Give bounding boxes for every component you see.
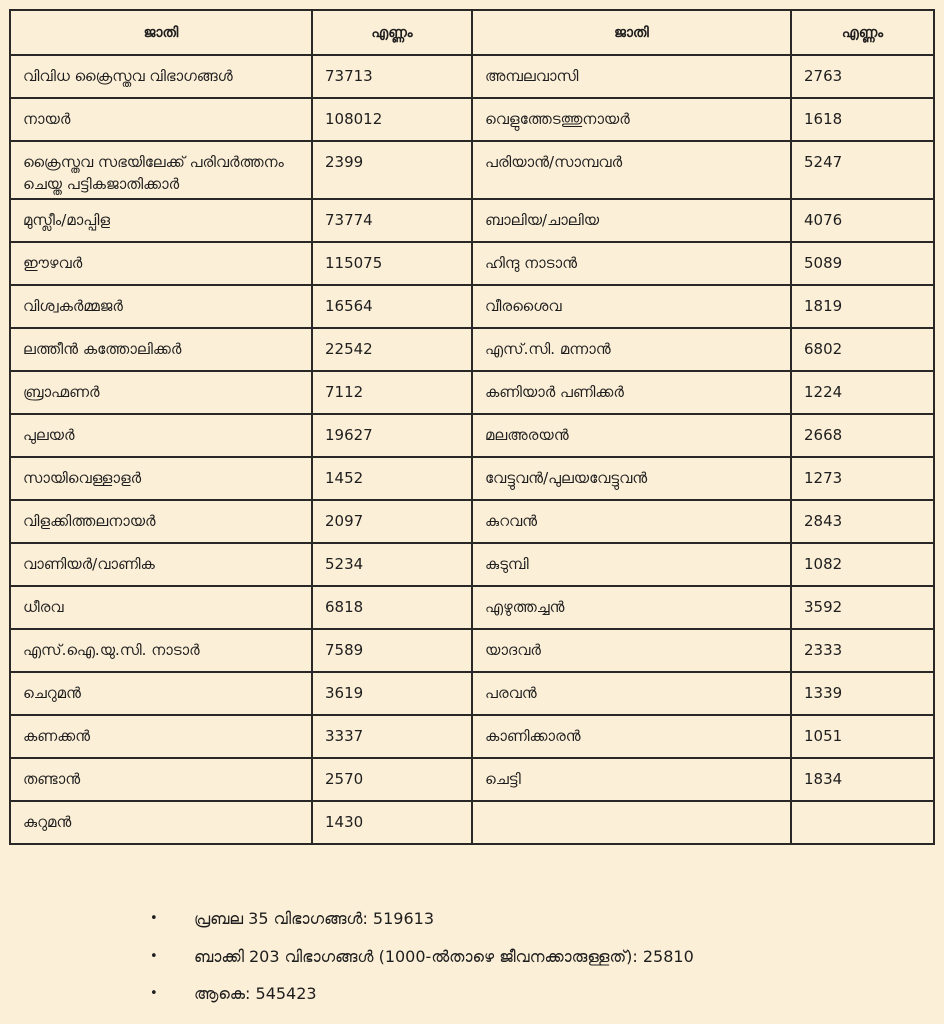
caste-name-cell: കണക്കൻ (10, 715, 312, 758)
caste-name-cell: ഹിന്ദു നാടാൻ (472, 242, 791, 285)
count-cell: 115075 (312, 242, 472, 285)
table-row (10, 328, 934, 371)
count-cell: 7112 (312, 371, 472, 414)
summary-list (150, 908, 694, 1021)
table-row (10, 672, 934, 715)
count-cell: 5234 (312, 543, 472, 586)
count-cell: 6802 (791, 328, 934, 371)
table-header-row (10, 10, 934, 55)
count-cell: 108012 (312, 98, 472, 141)
caste-name-cell: അമ്പലവാസി (472, 55, 791, 98)
caste-name-cell: തണ്ടാൻ (10, 758, 312, 801)
caste-name-cell: ബാലിയ/ചാലിയ (472, 199, 791, 242)
bullet-icon: • (150, 986, 158, 1001)
caste-name-cell: ധീരവ (10, 586, 312, 629)
table-row (10, 242, 934, 285)
count-cell: 1273 (791, 457, 934, 500)
header-count-left: എണ്ണം (312, 10, 472, 55)
caste-name-cell: ചെറുമൻ (10, 672, 312, 715)
header-caste-right: ജാതി (472, 10, 791, 55)
caste-name-cell: സായിവെള്ളാളർ (10, 457, 312, 500)
count-cell: 2570 (312, 758, 472, 801)
caste-name-cell: വിളക്കിത്തലനായർ (10, 500, 312, 543)
summary-item (150, 908, 694, 946)
caste-name-cell: പരവൻ (472, 672, 791, 715)
table-row (10, 371, 934, 414)
table-row (10, 285, 934, 328)
count-cell: 73774 (312, 199, 472, 242)
count-cell: 5247 (791, 141, 934, 199)
table-row (10, 758, 934, 801)
caste-name-cell: കാണിക്കാരൻ (472, 715, 791, 758)
count-cell: 1339 (791, 672, 934, 715)
caste-name-cell: എസ്.സി. മന്നാൻ (472, 328, 791, 371)
summary-item (150, 946, 694, 984)
caste-name-cell: ചെട്ടി (472, 758, 791, 801)
table-row (10, 543, 934, 586)
bullet-icon: • (150, 911, 158, 926)
caste-name-cell: വിശ്വകർമ്മജർ (10, 285, 312, 328)
table-row (10, 801, 934, 844)
caste-name-cell (472, 801, 791, 844)
caste-name-cell: വാണിയർ/വാണിക (10, 543, 312, 586)
count-cell: 2399 (312, 141, 472, 199)
count-cell: 3619 (312, 672, 472, 715)
caste-name-cell: വീരശൈവ (472, 285, 791, 328)
table-row (10, 98, 934, 141)
count-cell: 5089 (791, 242, 934, 285)
summary-text: പ്രബല 35 വിഭാഗങ്ങൾ: 519613 (194, 909, 435, 928)
count-cell: 1834 (791, 758, 934, 801)
table-body (10, 55, 934, 844)
caste-name-cell: എസ്.ഐ.യു.സി. നാടാർ (10, 629, 312, 672)
count-cell: 3592 (791, 586, 934, 629)
caste-name-cell: കണിയാർ പണിക്കർ (472, 371, 791, 414)
count-cell: 1452 (312, 457, 472, 500)
caste-name-cell: വെളുത്തേടത്തുനായർ (472, 98, 791, 141)
table-row (10, 715, 934, 758)
count-cell: 22542 (312, 328, 472, 371)
caste-name-cell: എഴുത്തച്ചൻ (472, 586, 791, 629)
table-row (10, 199, 934, 242)
caste-name-cell: വിവിധ ക്രൈസ്തവ വിഭാഗങ്ങൾ (10, 55, 312, 98)
caste-name-cell: ബ്രാഹ്മണർ (10, 371, 312, 414)
count-cell: 16564 (312, 285, 472, 328)
bullet-icon: • (150, 948, 158, 964)
summary-text: ബാക്കി 203 വിഭാഗങ്ങൾ (1000-ൽതാഴെ ജീവനക്കാരുള്ളത്): 25810 (194, 946, 694, 966)
caste-name-cell: ക്രൈസ്തവ സഭയിലേക്ക് പരിവർത്തനം ചെയ്ത പട്ടികജാതിക്കാർ (10, 141, 312, 199)
count-cell: 2097 (312, 500, 472, 543)
caste-name-cell: യാദവർ (472, 629, 791, 672)
count-cell: 2668 (791, 414, 934, 457)
count-cell: 2333 (791, 629, 934, 672)
header-caste-left: ജാതി (10, 10, 312, 55)
count-cell: 4076 (791, 199, 934, 242)
table-row (10, 629, 934, 672)
count-cell (791, 801, 934, 844)
count-cell: 73713 (312, 55, 472, 98)
count-cell: 2843 (791, 500, 934, 543)
caste-name-cell: കുറവൻ (472, 500, 791, 543)
table-row (10, 586, 934, 629)
count-cell: 19627 (312, 414, 472, 457)
caste-count-table (9, 9, 935, 845)
count-cell: 1819 (791, 285, 934, 328)
count-cell: 6818 (312, 586, 472, 629)
table-row (10, 55, 934, 98)
caste-name-cell: ലത്തീൻ കത്തോലിക്കർ (10, 328, 312, 371)
caste-name-cell: വേട്ടുവൻ/പുലയവേട്ടുവൻ (472, 457, 791, 500)
count-cell: 7589 (312, 629, 472, 672)
caste-name-cell: മുസ്ലീം/മാപ്പിള (10, 199, 312, 242)
caste-name-cell: മലഅരയൻ (472, 414, 791, 457)
summary-item (150, 983, 694, 1021)
table-row (10, 500, 934, 543)
caste-name-cell: പരിയാൻ/സാമ്പവർ (472, 141, 791, 199)
header-count-right: എണ്ണം (791, 10, 934, 55)
caste-name-cell: പുലയർ (10, 414, 312, 457)
count-cell: 1082 (791, 543, 934, 586)
table-row (10, 141, 934, 199)
caste-name-cell: ഈഴവർ (10, 242, 312, 285)
count-cell: 3337 (312, 715, 472, 758)
caste-name-cell: കുടുമ്പി (472, 543, 791, 586)
table-row (10, 457, 934, 500)
caste-name-cell: കുറുമൻ (10, 801, 312, 844)
count-cell: 1051 (791, 715, 934, 758)
table-row (10, 414, 934, 457)
summary-text: ആകെ: 545423 (194, 984, 317, 1003)
count-cell: 1430 (312, 801, 472, 844)
count-cell: 1224 (791, 371, 934, 414)
count-cell: 1618 (791, 98, 934, 141)
caste-name-cell: നായർ (10, 98, 312, 141)
count-cell: 2763 (791, 55, 934, 98)
